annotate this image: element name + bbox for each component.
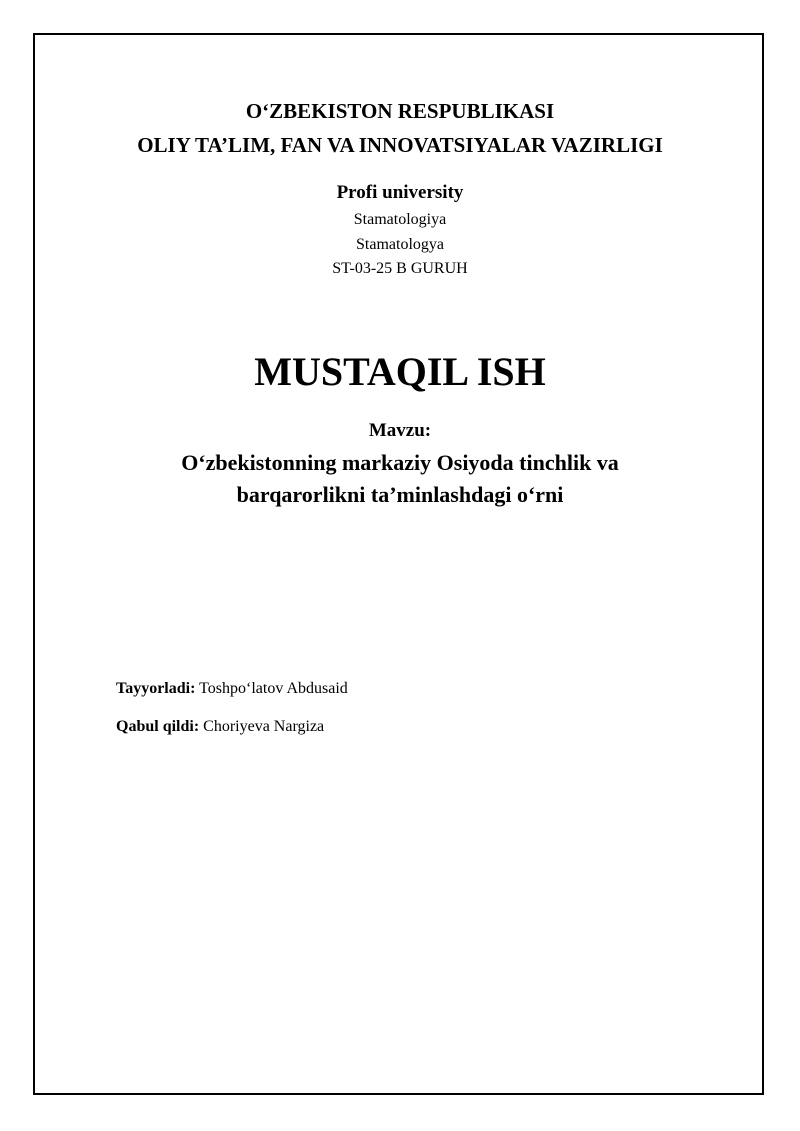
topic-line-2: barqarorlikni ta’minlashdagi o‘rni bbox=[236, 482, 564, 507]
ministry-heading: OLIY TA’LIM, FAN VA INNOVATSIYALAR VAZIRLIGI bbox=[137, 133, 663, 157]
prepared-by bbox=[116, 680, 348, 698]
prepared-by-name: Toshpo‘latov Abdusaid bbox=[199, 680, 348, 697]
document-title: MUSTAQIL ISH bbox=[254, 349, 546, 394]
accepted-by-label: Qabul qildi: bbox=[116, 718, 200, 735]
topic-line-1: O‘zbekistonning markaziy Osiyoda tinchlik va bbox=[181, 450, 619, 475]
department-name: Stamatologya bbox=[356, 236, 444, 253]
accepted-by bbox=[116, 718, 324, 736]
group-name: ST-03-25 B GURUH bbox=[332, 260, 468, 277]
country-heading: O‘ZBEKISTON RESPUBLIKASI bbox=[245, 99, 555, 123]
accepted-by-name: Choriyeva Nargiza bbox=[203, 718, 325, 735]
faculty-name: Stamatologiya bbox=[353, 211, 447, 228]
prepared-by-label: Tayyorladi: bbox=[116, 680, 196, 697]
university-name: Profi university bbox=[336, 182, 464, 203]
topic-label: Mavzu: bbox=[368, 420, 432, 441]
